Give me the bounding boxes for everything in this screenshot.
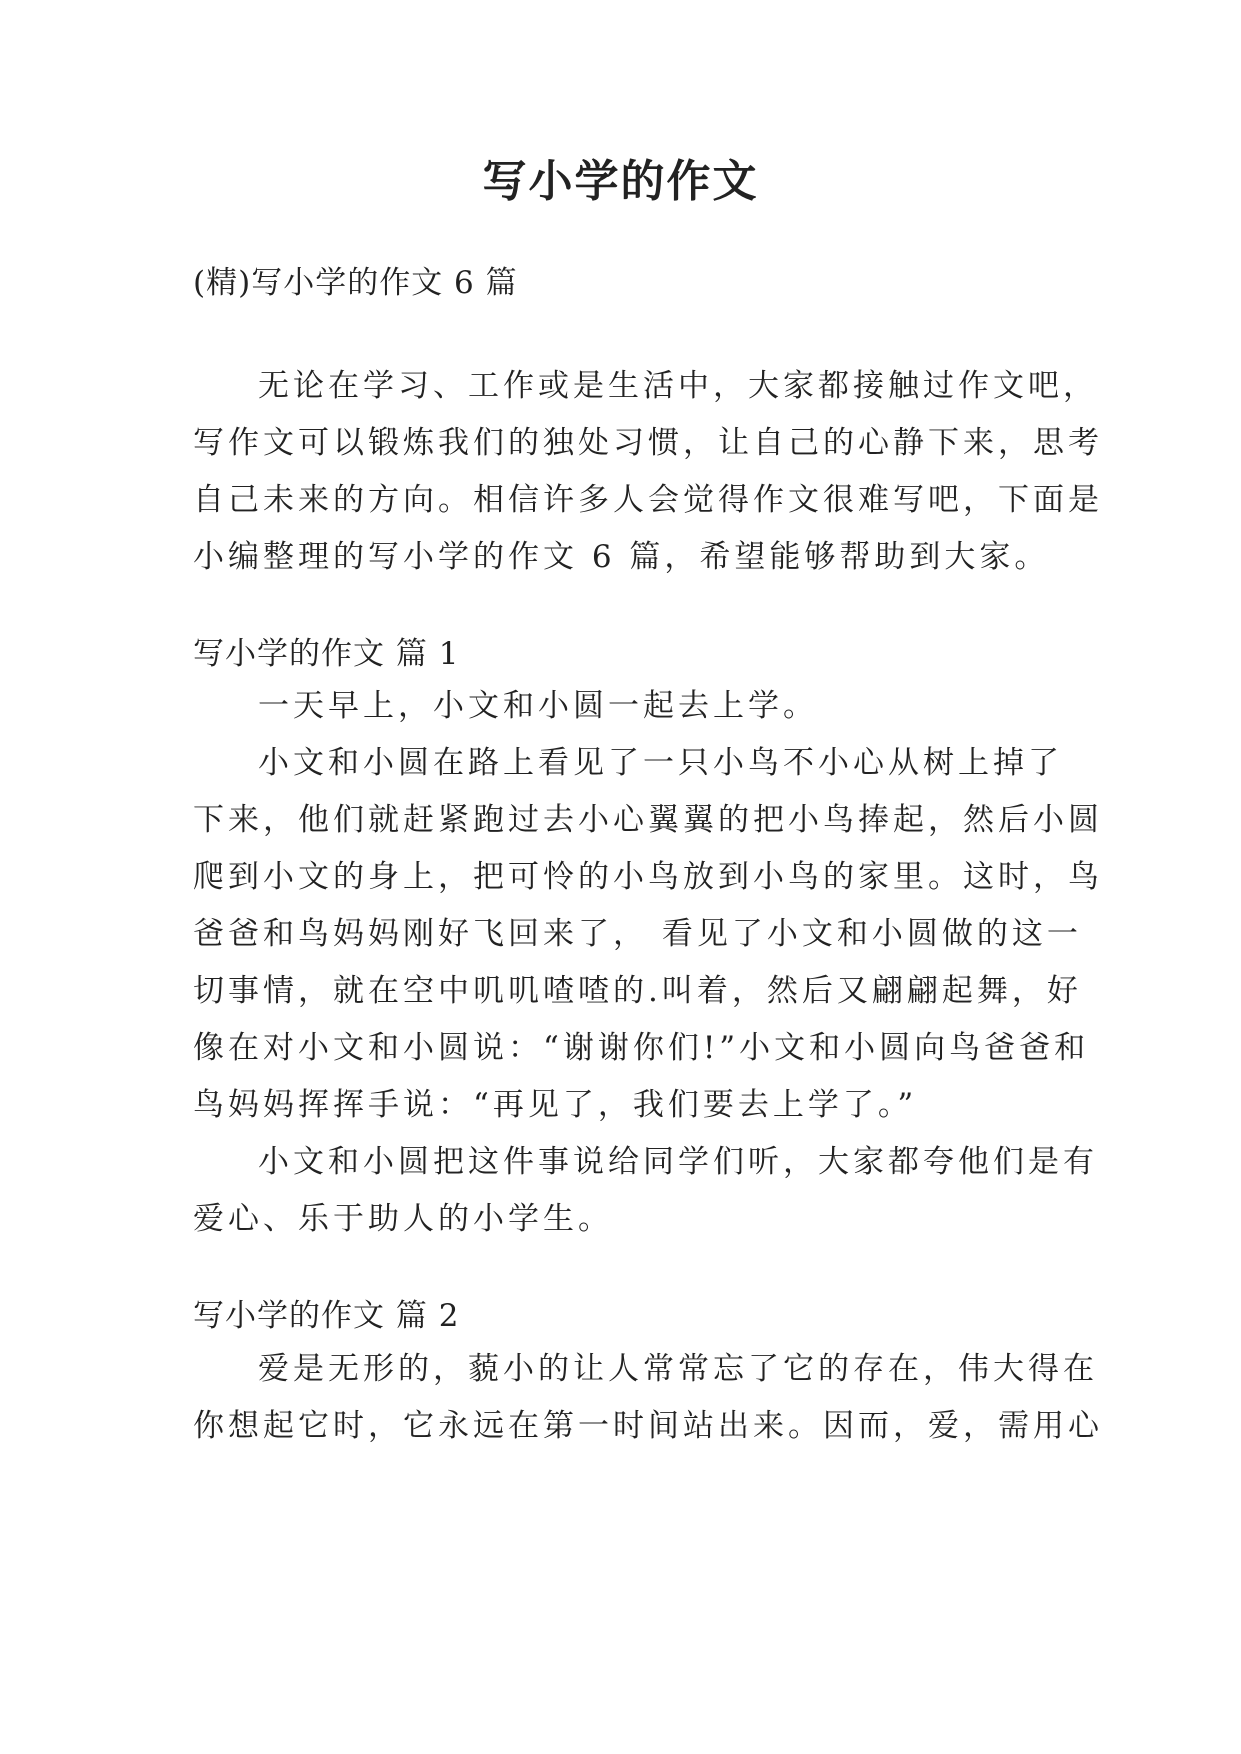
paragraph-line: 像在对小文和小圆说：“谢谢你们!”小文和小圆向鸟爸爸和	[193, 1030, 1090, 1066]
document-subtitle: (精)写小学的作文 6 篇	[193, 265, 518, 301]
paragraph-line: 爱心、乐于助人的小学生。	[193, 1201, 613, 1237]
paragraph-line: 切事情，就在空中叽叽喳喳的.叫着，然后又翩翩起舞，好	[193, 973, 1082, 1009]
section-heading: 写小学的作文 篇 1	[193, 636, 460, 672]
paragraph-line: 小文和小圆在路上看见了一只小鸟不小心从树上掉了	[258, 745, 1063, 781]
paragraph-line: 鸟妈妈挥挥手说：“再见了，我们要去上学了。”	[193, 1087, 918, 1123]
paragraph-line: 爱是无形的，藐小的让人常常忘了它的存在，伟大得在	[258, 1351, 1098, 1387]
paragraph-line: 小文和小圆把这件事说给同学们听，大家都夸他们是有	[258, 1144, 1098, 1180]
intro-line: 小编整理的写小学的作文 6 篇，希望能够帮助到大家。	[193, 539, 1050, 575]
paragraph-line: 爬到小文的身上，把可怜的小鸟放到小鸟的家里。这时，鸟	[193, 859, 1103, 895]
paragraph-line: 你想起它时，它永远在第一时间站出来。因而，爱，需用心	[193, 1408, 1103, 1444]
intro-line: 写作文可以锻炼我们的独处习惯，让自己的心静下来，思考	[193, 425, 1103, 461]
paragraph-line: 下来，他们就赶紧跑过去小心翼翼的把小鸟捧起，然后小圆	[193, 802, 1103, 838]
document-title: 写小学的作文	[482, 156, 759, 207]
paragraph-line: 一天早上，小文和小圆一起去上学。	[258, 688, 818, 724]
intro-line: 无论在学习、工作或是生活中，大家都接触过作文吧，	[258, 368, 1098, 404]
intro-line: 自己未来的方向。相信许多人会觉得作文很难写吧，下面是	[193, 482, 1103, 518]
paragraph-line: 爸爸和鸟妈妈刚好飞回来了， 看见了小文和小圆做的这一	[193, 916, 1082, 952]
section-heading: 写小学的作文 篇 2	[193, 1298, 460, 1334]
